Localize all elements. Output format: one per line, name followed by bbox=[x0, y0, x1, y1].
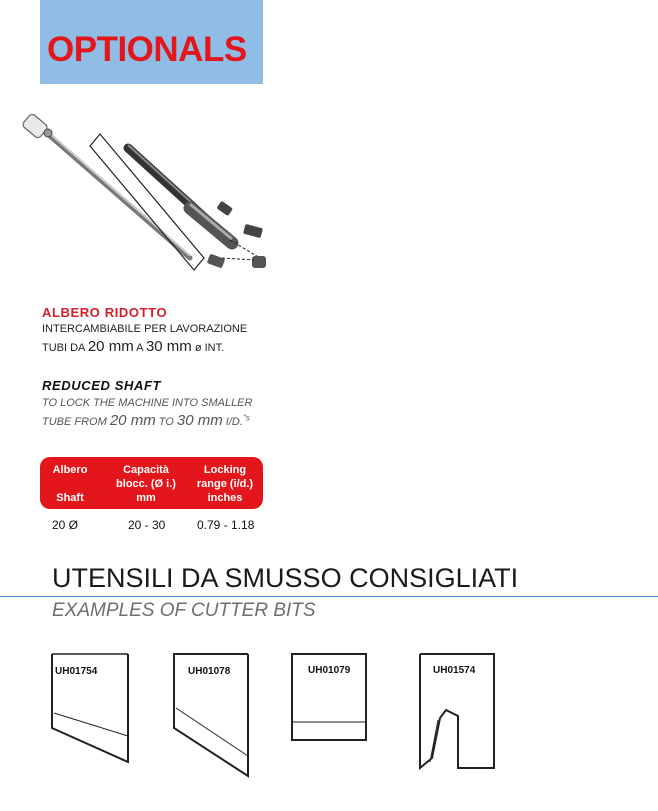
header-capacity: Capacità blocc. (Ø i.) mm bbox=[116, 464, 176, 504]
cell-shaft: 20 Ø bbox=[52, 518, 79, 532]
cutter-bit-3-label: UH01079 bbox=[308, 665, 351, 676]
cutter-bits bbox=[40, 646, 560, 796]
english-line-2: TUBE FROM 20 mm TO 30 mm I/D.$^{"s}$ bbox=[42, 412, 250, 429]
english-title: REDUCED SHAFT bbox=[42, 378, 162, 393]
reduced-shaft-illustration bbox=[22, 108, 277, 286]
section-title: UTENSILI DA SMUSSO CONSIGLIATI bbox=[52, 563, 519, 593]
header-locking-range: Locking range (i/d.) inches bbox=[196, 464, 254, 504]
specs-table-header bbox=[40, 457, 263, 509]
cutter-bit-1-label: UH01754 bbox=[55, 666, 98, 677]
cutter-bit-4-label: UH01574 bbox=[433, 665, 476, 676]
italian-line-1: INTERCAMBIABILE PER LAVORAZIONE bbox=[42, 323, 248, 335]
section-subtitle: EXAMPLES OF CUTTER BITS bbox=[52, 600, 316, 621]
cell-locking-range: 0.79 - 1.18 bbox=[197, 518, 255, 532]
banner-title: OPTIONALS bbox=[47, 30, 247, 69]
header-shaft: Albero Shaft bbox=[52, 464, 88, 504]
section-divider bbox=[0, 596, 658, 597]
cell-capacity: 20 - 30 bbox=[128, 518, 166, 532]
cutter-bit-2-label: UH01078 bbox=[188, 666, 231, 677]
english-line-1: TO LOCK THE MACHINE INTO SMALLER bbox=[42, 397, 253, 409]
italian-line-2: TUBI DA 20 mm A 30 mm ø INT. bbox=[42, 338, 225, 355]
italian-title: ALBERO RIDOTTO bbox=[42, 305, 168, 320]
